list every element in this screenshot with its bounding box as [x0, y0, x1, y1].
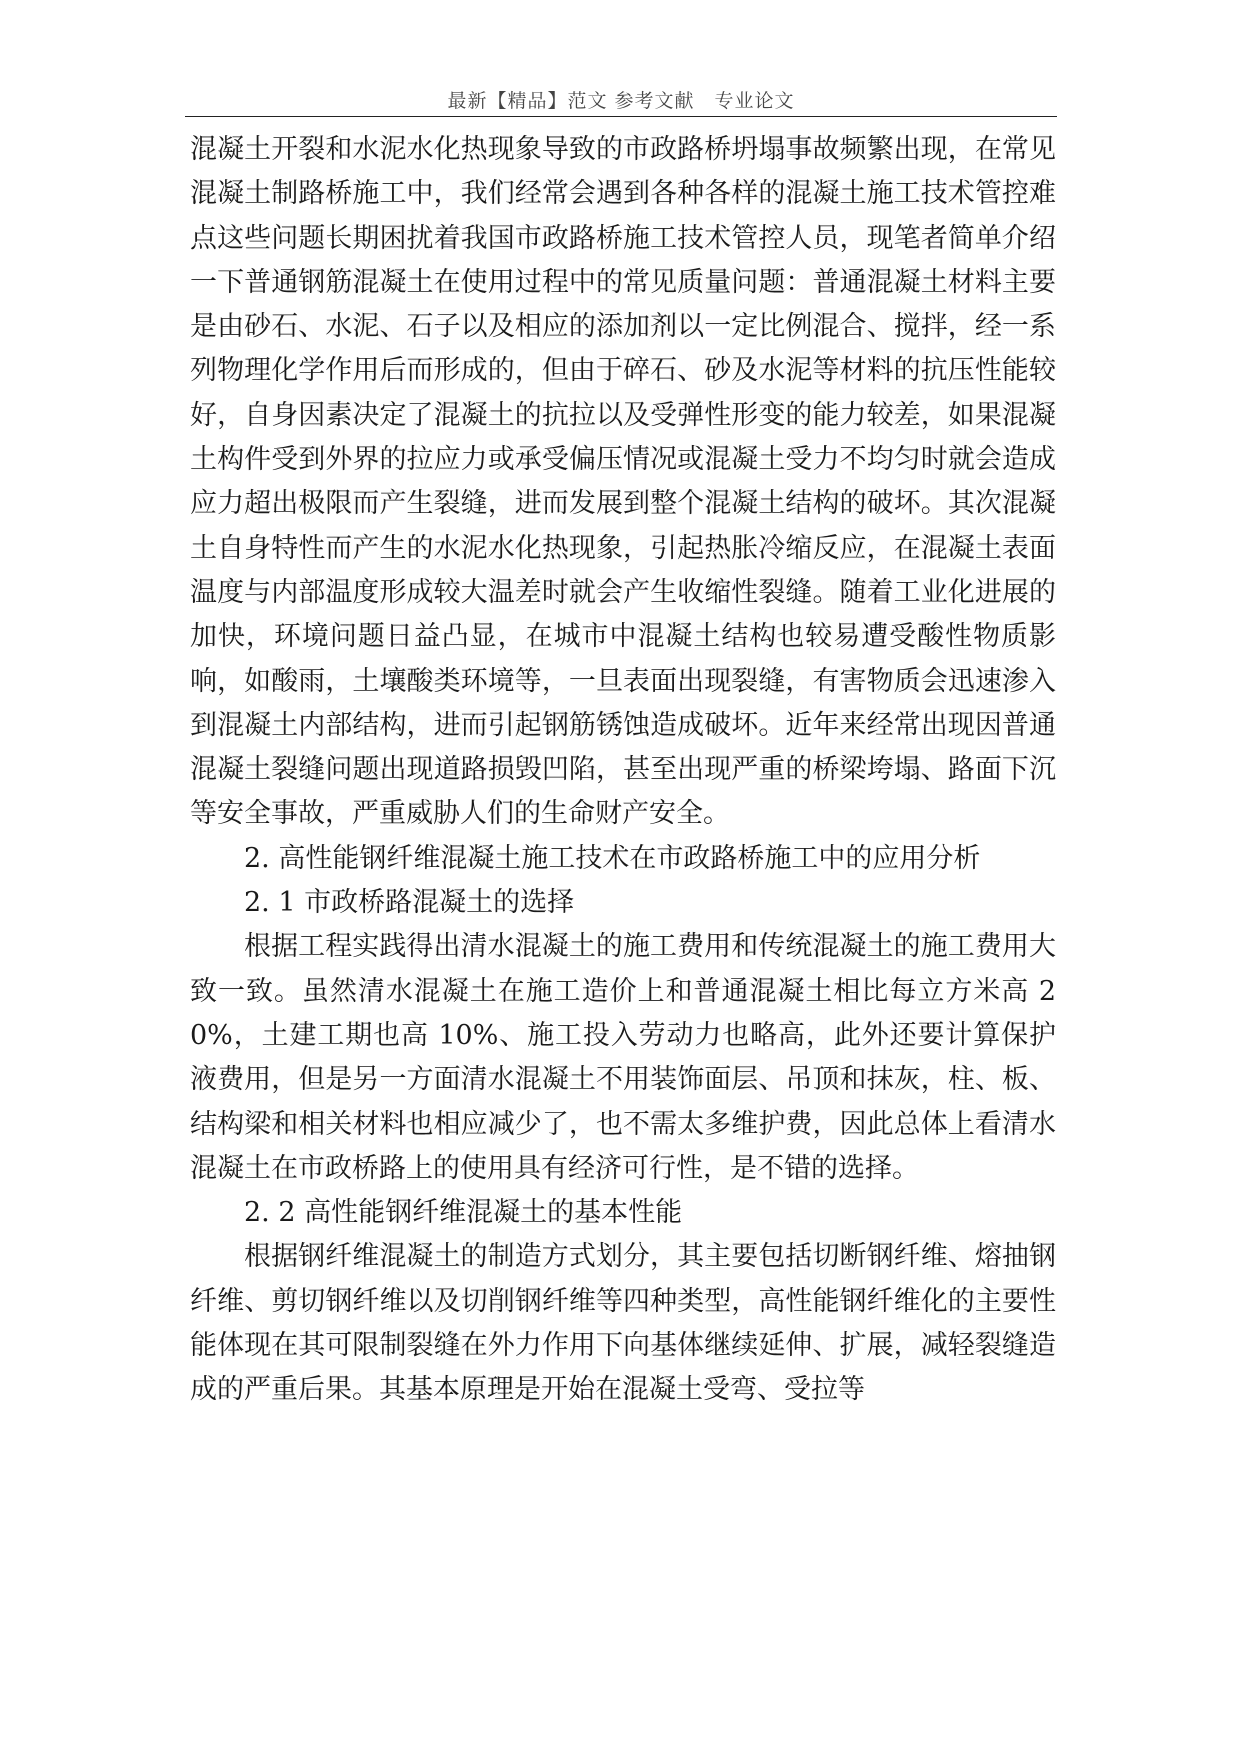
subsection-heading-2-1: 2. 1 市政桥路混凝土的选择	[244, 887, 575, 919]
paragraph-concrete-problems: 混凝土开裂和水泥水化热现象导致的市政路桥坍塌事故频繁出现，在常见混凝土制路桥施工中，我们经常会遇到各种各样的混凝土施工技术管控难点这些问题长期困扰着我国市政路桥施工技术管控人员，现笔者简单介绍一下普通钢筋混凝土在使用过程中的常见质量问题：普通混凝土材料主要是由砂石、水泥、石子以及相应的添加剂以一定比例混合、搅拌，经一系列物理化学作用后而形成的，但由于碎石、砂及水泥等材料的抗压性能较好，自身因素决定了混凝土的抗拉以及受弹性形变的能力较差，如果混凝土构件受到外界的拉应力或承受偏压情况或混凝土受力不均匀时就会造成应力超出极限而产生裂缝，进而发展到整个混凝土结构的破坏。其次混凝土自身特性而产生的水泥水化热现象，引起热胀冷缩反应，在混凝土表面温度与内部温度形成较大温差时就会产生收缩性裂缝。随着工业化进展的加快，环境问题日益凸显，在城市中混凝土结构也较易遭受酸性物质影响，如酸雨，土壤酸类环境等，一旦表面出现裂缝，有害物质会迅速渗入到混凝土内部结构，进而引起钢筋锈蚀造成破坏。近年来经常出现因普通混凝土裂缝问题出现道路损毁凹陷，甚至出现严重的桥梁垮塌、路面下沉等安全事故，严重威胁人们的生命财产安全。	[190, 134, 1056, 830]
document-body	[190, 128, 1056, 1413]
paragraph-concrete-selection: 根据工程实践得出清水混凝土的施工费用和传统混凝土的施工费用大致一致。虽然清水混凝土在施工造价上和普通混凝土相比每立方米高 20%，土建工期也高 10%、施工投入劳动力也略高，此外还要计算保护液费用，但是另一方面清水混凝土不用装饰面层、吊顶和抹灰，柱、板、结构梁和相关材料也相应减少了，也不需太多维护费，因此总体上看清水混凝土在市政桥路上的使用具有经济可行性，是不错的选择。	[190, 931, 1056, 1184]
subsection-heading-2-2: 2. 2 高性能钢纤维混凝土的基本性能	[244, 1197, 683, 1229]
header-divider	[185, 116, 1057, 117]
paragraph-steel-fiber-performance: 根据钢纤维混凝土的制造方式划分，其主要包括切断钢纤维、熔抽钢纤维、剪切钢纤维以及切削钢纤维等四种类型，高性能钢纤维化的主要性能体现在其可限制裂缝在外力作用下向基体继续延伸、扩展，减轻裂缝造成的严重后果。其基本原理是开始在混凝土受弯、受拉等	[190, 1241, 1056, 1406]
section-heading-2: 2. 高性能钢纤维混凝土施工技术在市政路桥施工中的应用分析	[244, 842, 981, 874]
page-header: 最新【精品】范文 参考文献 专业论文	[447, 90, 795, 112]
